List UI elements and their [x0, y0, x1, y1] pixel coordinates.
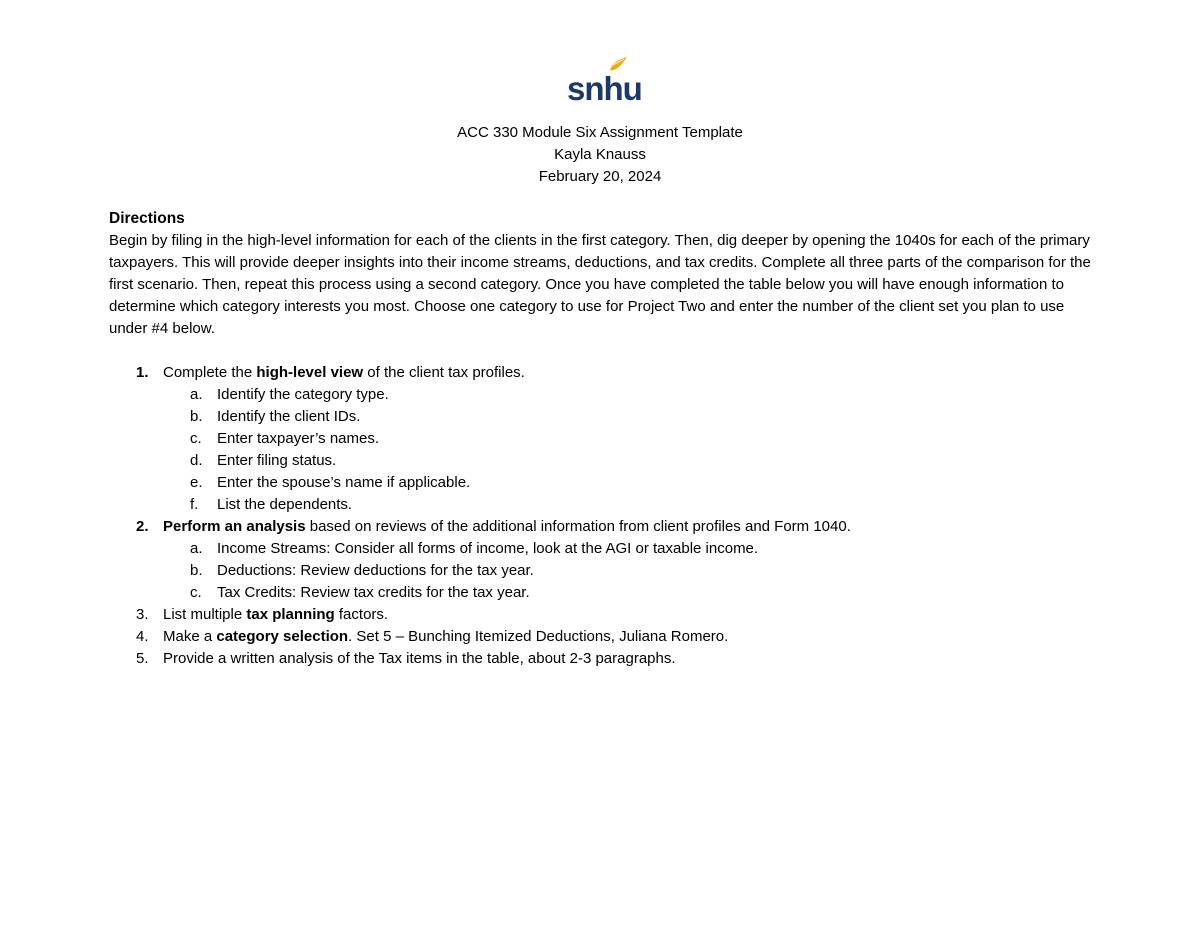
document-body: [109, 208, 1094, 670]
list-number: 2.: [136, 518, 149, 535]
svg-text:snhu: snhu: [567, 70, 642, 107]
list-item-text: List multiple tax planning factors.: [163, 606, 389, 623]
sublist-item: a. Identify the category type.: [190, 386, 389, 403]
sublist-item: d. Enter filing status.: [190, 452, 337, 469]
sublist-item: c. Enter taxpayer’s names.: [190, 430, 380, 447]
instructions-list: [109, 362, 1094, 670]
document-date: February 20, 2024: [538, 168, 662, 185]
list-item-4: [109, 626, 1094, 648]
sublist-item: b. Deductions: Review deductions for the tax year.: [190, 562, 534, 579]
list-item-3: [109, 604, 1094, 626]
sublist-item: b. Identify the client IDs.: [190, 408, 361, 425]
list-item-2: [109, 516, 1094, 604]
list-number: 1.: [136, 364, 149, 381]
list-item-text: Provide a written analysis of the Tax items in the table, about 2-3 paragraphs.: [163, 650, 676, 667]
list-number: 5.: [136, 650, 149, 667]
author-name: Kayla Knauss: [554, 146, 646, 163]
sublist-item: a. Income Streams: Consider all forms of income, look at the AGI or taxable income.: [190, 540, 759, 557]
directions-paragraph: Begin by filing in the high-level information for each of the clients in the first category. Then, dig deeper by opening the 1040s for each of the primary taxpayers. This will provide deeper insights into their income streams, deductions, and tax credits. Complete all three parts of the comparison for the first scenario. Then, repeat this process using a second category. Once you have completed the table below you will have enough information to determine which category interests you most. Choose one category to use for Project Two and enter the number of the client set you plan to use under #4 below.: [109, 232, 1091, 337]
document-title: ACC 330 Module Six Assignment Template: [457, 124, 743, 141]
sublist: [163, 384, 1094, 516]
list-number: 4.: [136, 628, 149, 645]
snhu-logo: [566, 56, 642, 107]
sublist-item: c. Tax Credits: Review tax credits for the tax year.: [190, 584, 530, 601]
list-number: 3.: [136, 606, 149, 623]
list-item-text: Perform an analysis based on reviews of the additional information from client profiles and Form 1040.: [163, 518, 851, 535]
sublist-item: e. Enter the spouse’s name if applicable.: [190, 474, 471, 491]
sublist-item: f. List the dependents.: [190, 496, 353, 513]
snhu-logo-mark: [566, 56, 642, 107]
list-item-1: [109, 362, 1094, 516]
list-item-text: Make a category selection. Set 5 – Bunching Itemized Deductions, Juliana Romero.: [163, 628, 729, 645]
list-item-5: [109, 648, 1094, 670]
sublist: [163, 538, 1094, 604]
list-item-text: Complete the high-level view of the client tax profiles.: [163, 364, 525, 381]
directions-heading: Directions: [109, 210, 185, 227]
